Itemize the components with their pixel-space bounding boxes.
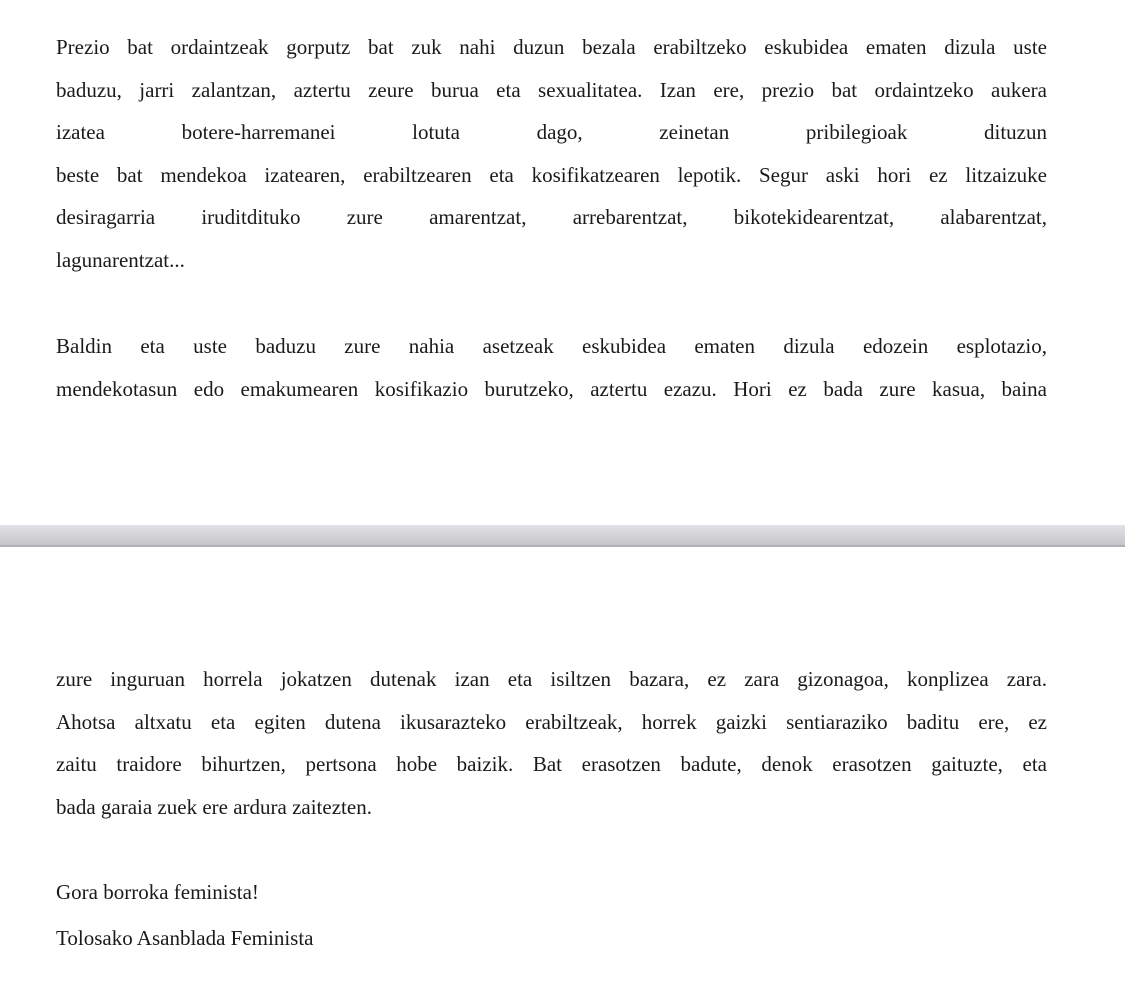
text-line: baduzu, jarri zalantzan, aztertu zeure burua eta sexualitatea. Izan ere, prezio bat ordaintzeko aukera bbox=[56, 77, 1047, 102]
text-line: Baldin eta uste baduzu zure nahia asetzeak eskubidea ematen dizula edozein esplotazio, bbox=[56, 334, 1047, 358]
text-line: izatea botere-harremanei lotuta dago, zeinetan pribilegioak dituzun bbox=[56, 120, 1047, 145]
text-line: Prezio bat ordaintzeak gorputz bat zuk nahi duzun bezala erabiltzeko eskubidea ematen dizula uste bbox=[56, 35, 1047, 59]
text-line: lagunarentzat... bbox=[56, 247, 185, 272]
text-line: zaitu traidore bihurtzen, pertsona hobe baizik. Bat erasotzen badute, denok erasotzen gaituzte, eta bbox=[56, 752, 1047, 777]
paragraph-desire-exploitation bbox=[56, 325, 1047, 410]
text-line: mendekotasun edo emakumearen kosifikazio burutzeko, aztertu ezazu. Hori ez bada zure kasua, baina bbox=[56, 376, 1047, 401]
closing-slogan: Gora borroka feminista! bbox=[56, 880, 259, 904]
paragraph-complicity bbox=[56, 658, 1047, 828]
closing-block bbox=[56, 869, 314, 961]
paragraph-prostitution-privilege bbox=[56, 26, 1047, 282]
signature-author: Tolosako Asanblada Feminista bbox=[56, 926, 314, 950]
text-line: beste bat mendekoa izatearen, erabiltzearen eta kosifikatzearen lepotik. Segur aski hori ez litzaizuke bbox=[56, 162, 1047, 187]
text-line: Ahotsa altxatu eta egiten dutena ikusarazteko erabiltzeak, horrek gaizki sentiaraziko baditu ere, ez bbox=[56, 709, 1047, 734]
text-line: zure inguruan horrela jokatzen dutenak izan eta isiltzen bazara, ez zara gizonagoa, konplizea zara. bbox=[56, 667, 1047, 691]
page-separator bbox=[0, 525, 1125, 547]
document-page-2 bbox=[0, 547, 1125, 1004]
text-line: desiragarria iruditdituko zure amarentzat, arrebarentzat, bikotekidearentzat, alabarentzat, bbox=[56, 205, 1047, 230]
text-line: bada garaia zuek ere ardura zaitezten. bbox=[56, 794, 372, 819]
